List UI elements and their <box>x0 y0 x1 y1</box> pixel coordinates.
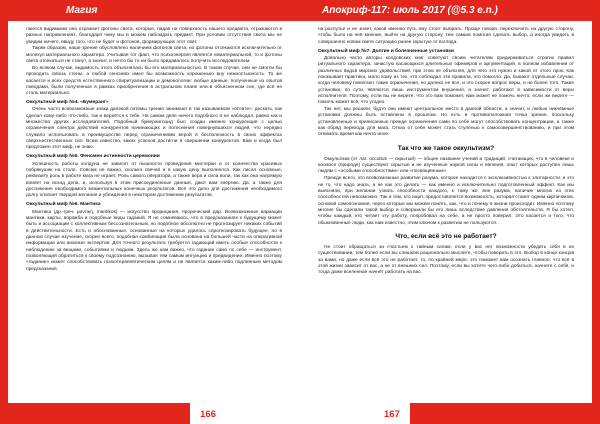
paragraph: Так нет, мы решили, будто они имеют центральное место в данной области, а значит, и любые никчёмные установки должны быть оставлены в прошлом. Но есть и противоположная точка зрения, поскольку установленные и приписанные прежде ограничения сами по себе могут способствовать концентрации, а также как обряд перехода для мага. Отказ от себя может стать ступенью к самосовершенствованию, и при этом отнимать время как ничто иное. <box>318 107 574 138</box>
right-footer-bar <box>410 403 600 424</box>
right-page <box>300 0 600 424</box>
right-text-column <box>318 27 574 397</box>
paragraph: Успешность работы колдуна не зависит от пышности проведения мистерии и от количества красивых побрякушек на столе. Совсем не важно, сколько свечей и в какую цену выполнялся. Как писал основные, реквизиту роль в работе мага не играет. Роль самого оператора, а также вера и сила воли, так как она напрямую влияет на исход дела, и, используя в этом присоединенные данные, дают вам энергию. Да, а также для достижения необходимого моментальных конечных результатов. Всё это дело для достижения необходимого долгу хлопает твердой желания и убеждения в некотором достижении результатов. <box>26 161 282 199</box>
paragraph: Не стоит обращаться за счастьем к тайным силам, если у вас нет возможности убедить себя в их существовании, тем более если вы слишком рационально мыслите, чтобы поверить в это. Выбор в конце концов за вами, но даже если всё это не работает, то, по крайней мере, это поможет вам осознать главное: что всё в этой жизни зависит от вас, а не от внешних сил. Поэтому, если вы хотите чего-либо добиться, начните с себя, и тогда даже вселенная начнёт работать на вас. <box>318 244 574 276</box>
paragraph: Во всяком случае, видимость этого объяснялась бы его материальностью. В таком случае, они не смогли бы проходить сквозь стены, а любой сенсинвх имел бы возможность хорошенько вну нежностьюность. То же касается и всех средств естественного спиритуализации и демонологии: любые данные, полученные из опытов поводами, были полученные в рамках приобретения в астральном плане или в объясненном сне, где всё не столь материально. <box>26 65 282 97</box>
subsection-heading: Оккультный миф №6. Мантика <box>26 202 101 208</box>
paragraph: Довольно часто авторы колдовских книг советуют своим читателям придерживаться строгих правил ритуального характера, зачастую касающихся длительных эфемеров и аргументаций, в полном избавлении от различных видов мирских удовольствий, при этом не объясняя, для чего это нужно и какой от этого прок. Как показывает практика, мало кому из тех, кто соблюдал эти правила, это помогло. Да, бывают отдельные случаи, когда человеку помогают такие ограничения, но далеко не все, и это скорее вопрос веры, и не более того. Такие установки, по сути, являются лишь инструментом внушения, а значит, работают в зависимости от веры исполнителя. Поэтому, если вы не верите, что это вам поможет, вам может не помочь ничто; если же верите — помочь может всё, что угодно. <box>318 55 574 106</box>
paragraph: Очень часто всевозможные знаки далекой ситемы трения занимают в так называемом «отлите»: дескать, как сделал кому-либо что-либо, так и вернётся к тебе. На самом деле ничего подобного я не наблюдал, равно как и множество других исследователей. Подобный бумерангоцид был создан именно конкуренция с целью ограничения спектра действий конкурентов начинающих и потеснения повернувшихся людей, что нередко служило использовать в преимуществе перед ограничениями верой в бесполезность в своих эффектах сверхъестественных сил. Всем известно, каких успехов достигли в свершении конкурентов. Вам и когда был предложен этот миф, не знаю. <box>26 107 282 151</box>
paragraph: Оккультизм (от лат. occultus — скрытый) — общее название учений и традиций, считающих, что в человеке и космосе (природе) существуют скрытые и не изученные наукой силы и явления, опыт которых доступен лишь людям с «особыми способностями» или «посвящённым». <box>318 156 574 175</box>
subsection-heading: Оккультный миф №4. «Бумеранг» <box>26 100 109 106</box>
paragraph: люется видимыми она отражает фотоны света, которые, падая на поверхность нашего предмета, отражаются в разных направлениях, благодаря чему мы и можем наблюдать предмет. При условии отсутствия света мы не увидим ничего, ввиду того, что не будет и фотонов, формирующих этот свет. <box>26 27 282 45</box>
left-edge-stripe <box>0 21 8 424</box>
paragraph: Таким образом, наше зрение обусловлено наличием фотонов света, но фотоны отсекаются исключительно от молекул материального характера. Учитывая тот факт, что психоэнергия является нематериальной, то и фотоны света отсекаться не станут, а значит, и нечто бы то ни было придавалось получить исследователем. <box>26 46 282 65</box>
paragraph: Мантика (др.-греч. μαντική, mantikos) — искусство прорицания, пророческий дар. Всевозможные вариации мантики, карты, ворожба и подобные виды гаданий. Я не сомневаюсь, что в предсказаниях к будущему может быть и ассоциации с коллективным бессознательным, но подобное абсолютно не прогнозирует никаких событий в действительности. Есть и обоснованные, основанные на которых удалось спрогнозировать будущее, но в данном случае изучение, скорее всего, подобная комбинация была основана на большей части на оперативной информации или анализе экспертов. Для точного результата требуется гадающий иметь особые способности к наблюдению за вещами, событиями и людьми. Здесь же нам важно, что гадание само по себе — инструмент, позволяющий обратиться к своему подсознанию, вызывая тем самым интуицию и предвидение. Именно поэтому «гадание» может способствовать психотерапевтическим целям и не является каким-либо подлинным методом предсказания. <box>26 209 282 272</box>
paragraph: на распутье и не знает, какой именно путь ему стоит выбрать. Проще говоря, переключить на другую сторону, чтобы было на неё мнение, выйти на другую сторону, тем самым помогая сделать выбор, а иногда увидеть в совершенно новом свете ситуацию ранее скрытую от взгляда. <box>318 27 574 45</box>
paragraph: Прежде всего, это всевозможные развитие разума, которое находится с эксклюзивностью к элитарности, и это не то, что надо знать, а не как это делать — как именно и исключительно подготовленный эффект. Как мы выяснили, при желании узнать способности каждого, к тому же, вне разума, наличие многих из этих способностей невозможно. Так и тем, кто ищет, предоставляется возможность, которая станет одним кирпичиком, основой самопознания, через которые мы можем понять, как, что и почему в жизни происходит. Именно поэтому многие бы сделали такой выбор и совершили бы его лишь вследствие давления обстоятельств. Я бы хотел, чтобы каждый, кто читает эту работу, попробовал на себе, а не просто поверил. Это касается и того, что обыкновенные люди, как нам известно, этим ключом к развитию не пользуются. <box>318 176 574 226</box>
left-footer-bar <box>0 403 190 424</box>
subsection-heading: Оккультный миф №5. Феномен истинности церемонии <box>26 154 160 160</box>
left-running-header: Магия <box>0 0 300 21</box>
section-heading: Что, если всё это не работает? <box>395 232 497 240</box>
left-page-number: 166 <box>200 409 216 420</box>
subsection-heading: Оккультный миф №7. Долгие и болезненные установки <box>318 48 454 54</box>
right-edge-stripe <box>592 21 600 424</box>
section-heading: Так что же такое оккультизм? <box>397 144 495 152</box>
right-page-number: 167 <box>384 409 400 420</box>
right-running-header: Апокриф-117: июль 2017 (@5.3 e.n.) <box>300 0 600 21</box>
left-text-column <box>26 27 282 397</box>
